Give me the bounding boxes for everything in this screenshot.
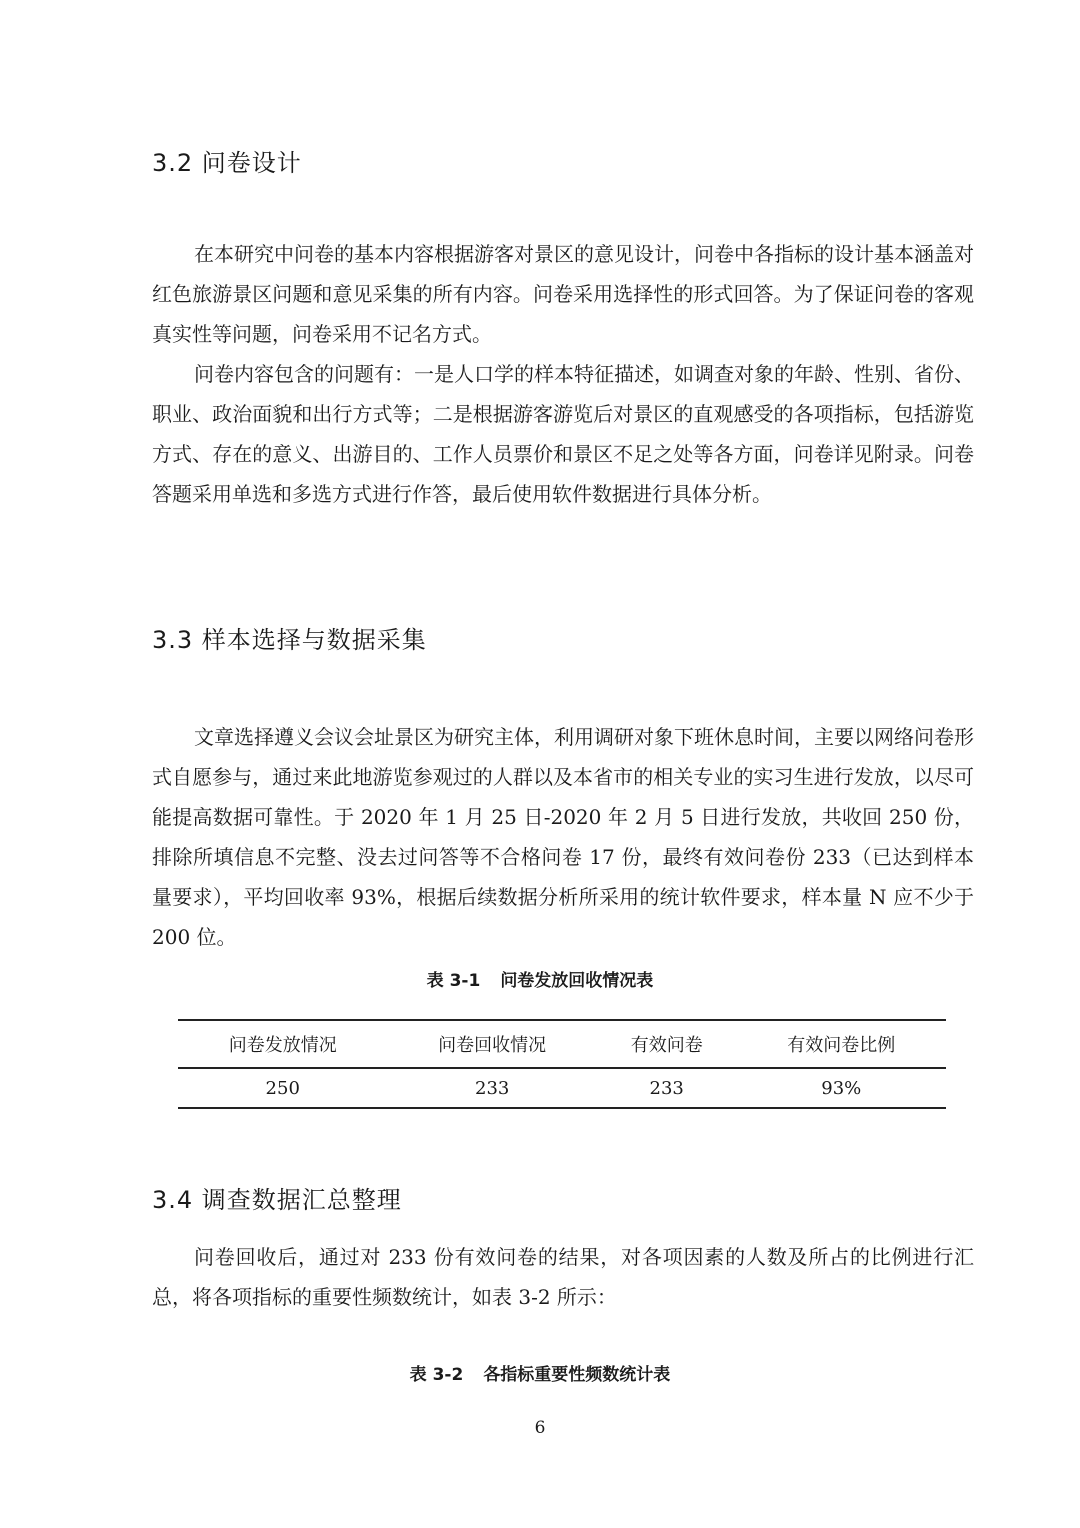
table-row xyxy=(178,1068,946,1108)
table-header-cell: 问卷回收情况 xyxy=(438,1035,547,1056)
questionnaire-recovery-table xyxy=(178,1019,946,1109)
table-cell: 233 xyxy=(649,1077,684,1099)
table-caption-title: 各指标重要性频数统计表 xyxy=(483,1365,671,1385)
paragraph: 问卷内容包含的问题有：一是人口学的样本特征描述，如调查对象的年龄、性别、省份、职业、政治面貌和出行方式等；二是根据游客游览后对景区的直观感受的各项指标，包括游览方式、存在的意义、出游目的、工作人员票价和景区不足之处等各方面，问卷详见附录。问卷答题采用单选和多选方式进行作答，最后使用软件数据进行具体分析。 xyxy=(152,362,974,506)
section-heading-3-4: 3.4 调查数据汇总整理 xyxy=(152,1186,402,1214)
paragraph: 文章选择遵义会议会址景区为研究主体，利用调研对象下班休息时间，主要以网络问卷形式自愿参与，通过来此地游览参观过的人群以及本省市的相关专业的实习生进行发放，以尽可能提高数据可靠性。于 2020 年 1 月 25 日-2020 年 2 月 5 日进行发放，共收回 250 份，排除所填信息不完整、没去过问答等不合格问卷 17 份，最终有效问卷份 233（已达到样本量要求），平均回收率 93%，根据后续数据分析所采用的统计软件要求，样本量 N 应不少于 200 位。 xyxy=(152,725,974,949)
table-cell: 250 xyxy=(265,1077,300,1099)
paragraph: 在本研究中问卷的基本内容根据游客对景区的意见设计，问卷中各指标的设计基本涵盖对红色旅游景区问题和意见采集的所有内容。问卷采用选择性的形式回答。为了保证问卷的客观真实性等问题，问卷采用不记名方式。 xyxy=(152,242,974,346)
table-caption-number: 表 3-1 xyxy=(426,971,481,991)
table-caption-title: 问卷发放回收情况表 xyxy=(500,971,654,991)
table-header-row xyxy=(178,1020,946,1068)
table-header-cell: 问卷发放情况 xyxy=(228,1035,337,1056)
section-heading-3-2: 3.2 问卷设计 xyxy=(152,149,302,177)
table-cell: 93% xyxy=(821,1077,862,1099)
table-caption-number: 表 3-2 xyxy=(409,1365,464,1385)
page-number: 6 xyxy=(534,1418,546,1438)
section-heading-3-3: 3.3 样本选择与数据采集 xyxy=(152,626,427,654)
table-cell: 233 xyxy=(475,1077,510,1099)
table-caption xyxy=(0,1360,1080,1385)
table-caption xyxy=(0,966,1080,991)
table-header-cell: 有效问卷比例 xyxy=(787,1035,896,1056)
paragraph: 问卷回收后，通过对 233 份有效问卷的结果，对各项因素的人数及所占的比例进行汇总，将各项指标的重要性频数统计，如表 3-2 所示： xyxy=(152,1245,974,1309)
table-header-cell: 有效问卷 xyxy=(630,1035,703,1056)
